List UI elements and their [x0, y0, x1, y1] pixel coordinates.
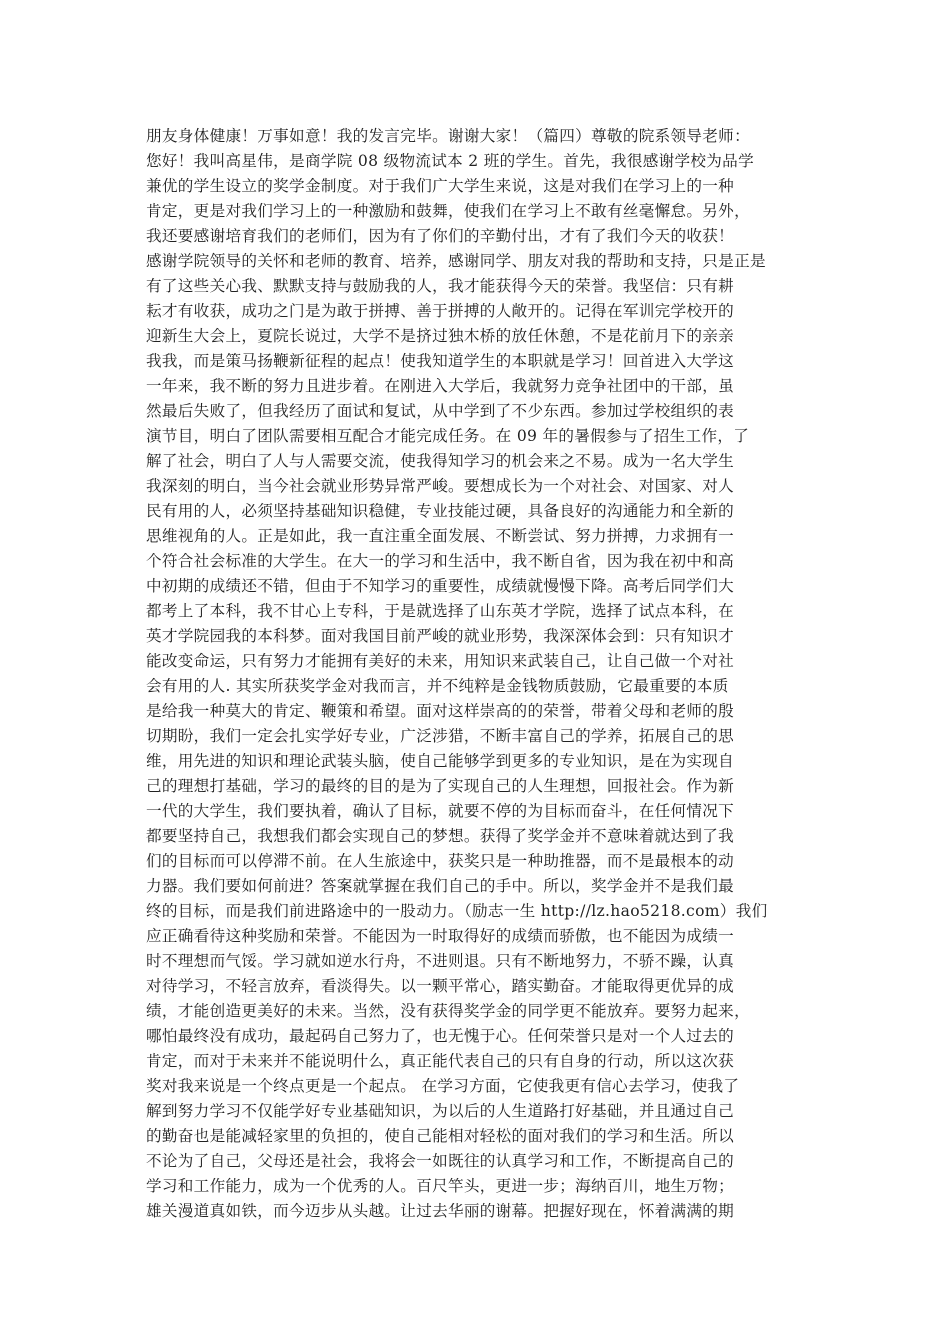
text-line: 绩，才能创造更美好的未来。当然，没有获得奖学金的同学更不能放弃。要努力起来，: [146, 1002, 750, 1020]
text-line: 的勤奋也是能减轻家里的负担的，使自己能相对轻松的面对我们的学习和生活。所以: [146, 1127, 735, 1145]
text-line: 能改变命运，只有努力才能拥有美好的未来，用知识来武装自己，让自己做一个对社: [146, 652, 735, 670]
text-line: 力器。我们要如何前进？答案就掌握在我们自己的手中。所以，奖学金并不是我们最: [146, 877, 735, 895]
text-line: 朋友身体健康！万事如意！我的发言完毕。谢谢大家！（篇四）尊敬的院系领导老师：: [146, 127, 750, 145]
text-line: 耘才有收获，成功之门是为敢于拼搏、善于拼搏的人敞开的。记得在军训完学校开的: [146, 302, 735, 320]
text-line: 解到努力学习不仅能学好专业基础知识，为以后的人生道路打好基础，并且通过自己: [146, 1102, 735, 1120]
text-line: 是给我一种莫大的肯定、鞭策和希望。面对这样崇高的的荣誉，带着父母和老师的殷: [146, 702, 735, 720]
text-line: 演节目，明白了团队需要相互配合才能完成任务。在 09 年的暑假参与了招生工作，了: [146, 427, 750, 445]
text-line: 有了这些关心我、默默支持与鼓励我的人，我才能获得今天的荣誉。我坚信：只有耕: [146, 277, 735, 295]
text-line: 对待学习，不轻言放弃，看淡得失。以一颗平常心，踏实勤奋。才能取得更优异的成: [146, 977, 735, 995]
text-line: 解了社会，明白了人与人需要交流，使我得知学习的机会来之不易。成为一名大学生: [146, 452, 735, 470]
text-line: 思维视角的人。正是如此，我一直注重全面发展、不断尝试、努力拼搏，力求拥有一: [146, 527, 735, 545]
document-body-text: [146, 124, 806, 1224]
text-line: 己的理想打基础，学习的最终的目的是为了实现自己的人生理想，回报社会。作为新: [146, 777, 735, 795]
text-line: 中初期的成绩还不错，但由于不知学习的重要性，成绩就慢慢下降。高考后同学们大: [146, 577, 735, 595]
text-line: 哪怕最终没有成功，最起码自己努力了，也无愧于心。任何荣誉只是对一个人过去的: [146, 1027, 735, 1045]
text-line: 肯定，而对于未来并不能说明什么，真正能代表自己的只有自身的行动，所以这次获: [146, 1052, 735, 1070]
text-line: 奖对我来说是一个终点更是一个起点。 在学习方面，它使我更有信心去学习，使我了: [146, 1077, 740, 1095]
text-line: 我还要感谢培育我们的老师们，因为有了你们的辛勤付出，才有了我们今天的收获！: [146, 227, 735, 245]
text-line: 肯定，更是对我们学习上的一种激励和鼓舞，使我们在学习上不敢有丝毫懈怠。另外，: [146, 202, 750, 220]
text-line: 学习和工作能力，成为一个优秀的人。百尺竿头，更进一步；海纳百川，地生万物；: [146, 1177, 735, 1195]
text-line: 时不理想而气馁。学习就如逆水行舟，不进则退。只有不断地努力，不骄不躁，认真: [146, 952, 735, 970]
text-line: 迎新生大会上，夏院长说过，大学不是挤过独木桥的放任休憩，不是花前月下的亲亲: [146, 327, 735, 345]
text-line: 民有用的人，必须坚持基础知识稳健，专业技能过硬，具备良好的沟通能力和全新的: [146, 502, 735, 520]
text-line: 维，用先进的知识和理论武装头脑，使自己能够学到更多的专业知识，是在为实现自: [146, 752, 735, 770]
text-line: 不论为了自己，父母还是社会，我将会一如既往的认真学习和工作，不断提高自己的: [146, 1152, 735, 1170]
text-line: 个符合社会标准的大学生。在大一的学习和生活中，我不断自省，因为我在初中和高: [146, 552, 735, 570]
text-line: 我深刻的明白，当今社会就业形势异常严峻。要想成长为一个对社会、对国家、对人: [146, 477, 735, 495]
text-line: 终的目标，而是我们前进路途中的一股动力。（励志一生 http://lz.hao5218.com）我们: [146, 902, 768, 920]
text-line: 都考上了本科，我不甘心上专科，于是就选择了山东英才学院，选择了试点本科，在: [146, 602, 735, 620]
text-line: 都要坚持自己，我想我们都会实现自己的梦想。获得了奖学金并不意味着就达到了我: [146, 827, 735, 845]
text-line: 切期盼，我们一定会扎实学好专业，广泛涉猎，不断丰富自己的学养，拓展自己的思: [146, 727, 735, 745]
text-line: 然最后失败了，但我经历了面试和复试，从中学到了不少东西。参加过学校组织的表: [146, 402, 735, 420]
text-line: 我我，而是策马扬鞭新征程的起点！使我知道学生的本职就是学习！回首进入大学这: [146, 352, 735, 370]
text-line: 您好！我叫高星伟，是商学院 08 级物流试本 2 班的学生。首先，我很感谢学校为品学: [146, 152, 754, 170]
text-line: 会有用的人. 其实所获奖学金对我而言，并不纯粹是金钱物质鼓励，它最重要的本质: [146, 677, 729, 695]
text-line: 应正确看待这种奖励和荣誉。不能因为一时取得好的成绩而骄傲，也不能因为成绩一: [146, 927, 735, 945]
text-line: 兼优的学生设立的奖学金制度。对于我们广大学生来说，这是对我们在学习上的一种: [146, 177, 735, 195]
text-line: 感谢学院领导的关怀和老师的教育、培养，感谢同学、朋友对我的帮助和支持，只是正是: [146, 252, 766, 270]
text-line: 一代的大学生，我们要执着，确认了目标，就要不停的为目标而奋斗，在任何情况下: [146, 802, 735, 820]
text-line: 英才学院园我的本科梦。面对我国目前严峻的就业形势，我深深体会到：只有知识才: [146, 627, 735, 645]
text-line: 们的目标而可以停滞不前。在人生旅途中，获奖只是一种助推器，而不是最根本的动: [146, 852, 735, 870]
text-line: 一年来，我不断的努力且进步着。在刚进入大学后，我就努力竞争社团中的干部，虽: [146, 377, 735, 395]
text-line: 雄关漫道真如铁，而今迈步从头越。让过去华丽的谢幕。把握好现在，怀着满满的期: [146, 1202, 735, 1220]
